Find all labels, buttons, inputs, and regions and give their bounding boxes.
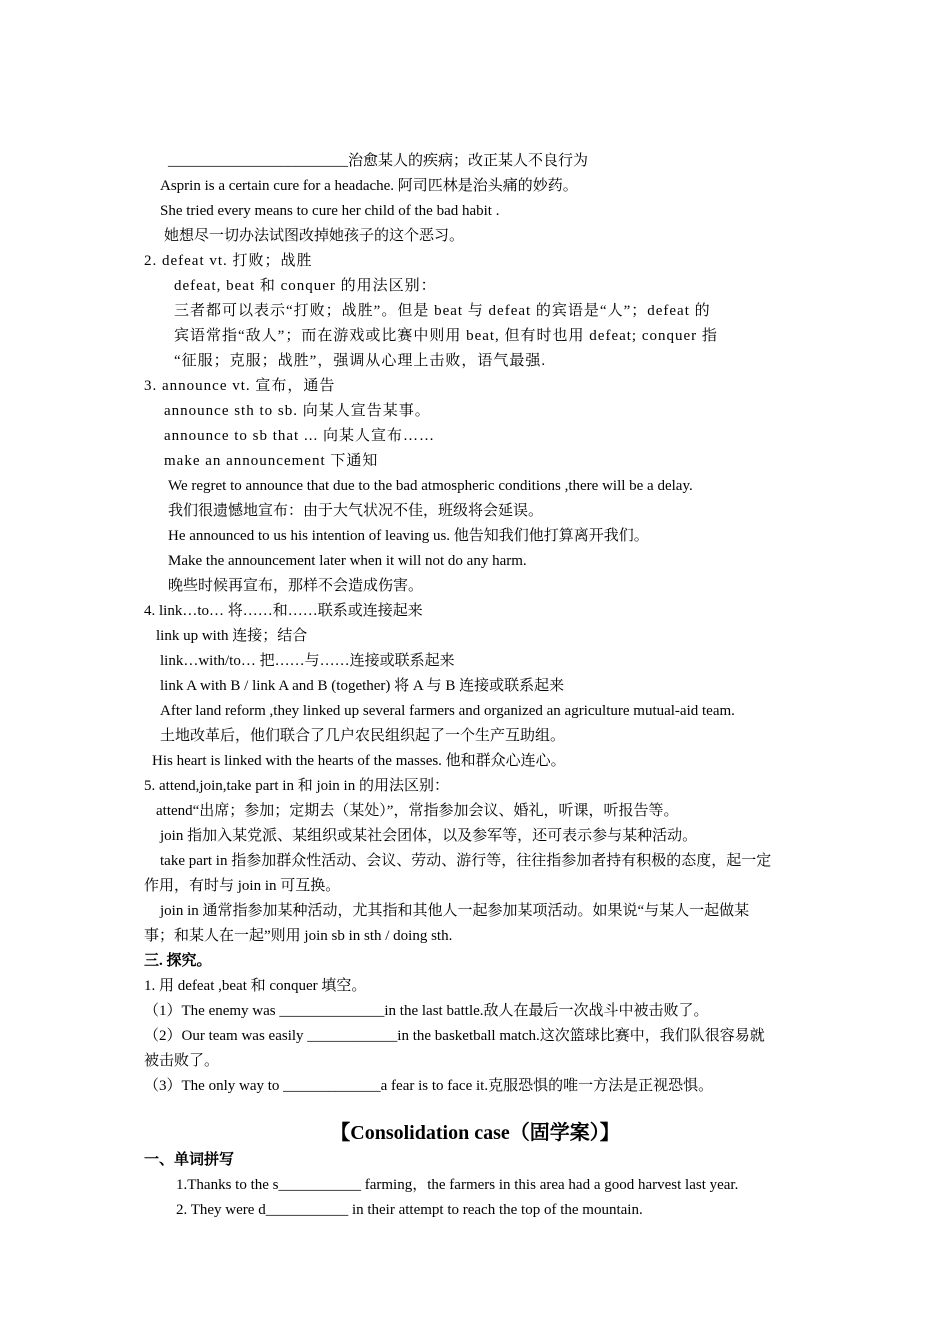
text-line-take-part-explain-1: take part in 指参加群众性活动、会议、劳动、游行等，往往指参加者持有积极的态度，起一定 [160,853,772,869]
text-line-defeat-explain-2: 宾语常指“敌人”；而在游戏或比赛中则用 beat, 但有时也用 defeat; conquer 指 [174,328,718,344]
text-line-asprin-example: Asprin is a certain cure for a headache. 阿司匹林是治头痛的妙药。 [160,178,578,194]
text-line-announce-example-2: He announced to us his intention of leaving us. 他告知我们他打算离开我们。 [168,528,649,544]
text-line-defeat-explain-1: 三者都可以表示“打败；战胜”。但是 beat 与 defeat 的宾语是“人”；defeat 的 [174,303,711,319]
text-line-take-part-explain-2: 作用，有时与 join in 可互换。 [144,878,341,894]
consolidation-case-title: 【Consolidation case（固学案）】 [330,1122,620,1144]
text-line-link-phrase-3: link A with B / link A and B (together) 将 A 与 B 连接或联系起来 [160,678,565,694]
text-line-link-translation-1: 土地改革后，他们联合了几户农民组织起了一个生产互助组。 [160,728,566,744]
exercise-item-2: （2）Our team was easily ____________in the basketball match.这次篮球比赛中，我们队很容易就 [144,1028,765,1044]
spelling-item-2: 2. They were d___________ in their attempt to reach the top of the mountain. [176,1202,643,1218]
text-line-join-in-explain-1: join in 通常指参加某种活动，尤其指和其他人一起参加某项活动。如果说“与某人一起做某 [160,903,750,919]
spelling-item-1: 1.Thanks to the s___________ farming，the farmers in this area had a good harvest last year. [176,1177,739,1193]
text-line-link-phrase-2: link…with/to… 把……与……连接或联系起来 [160,653,455,669]
exercise-item-3: （3）The only way to _____________a fear is to face it.克服恐惧的唯一方法是正视恐惧。 [144,1078,714,1094]
text-line-link-phrase-1: link up with 连接；结合 [156,628,308,644]
text-line-join-explain: join 指加入某党派、某组织或某社会团体，以及参军等，还可表示参与某种活动。 [160,828,698,844]
section-heading-link: 4. link…to… 将……和……联系或连接起来 [144,603,423,619]
text-line-defeat-explain-3: “征服；克服；战胜”，强调从心理上击败，语气最强. [174,353,547,369]
text-line-join-in-explain-2: 事；和某人在一起”则用 join sb in sth / doing sth. [144,928,453,944]
section-heading-explore: 三. 探究。 [144,953,212,969]
section-heading-defeat: 2. defeat vt. 打败；战胜 [144,253,313,269]
text-line-announce-example-3: Make the announcement later when it will not do any harm. [168,553,527,569]
text-line-defeat-usage: defeat, beat 和 conquer 的用法区别： [174,278,437,294]
section-heading-spelling: 一、单词拼写 [144,1152,235,1168]
exercise-item-1: （1）The enemy was ______________in the last battle.敌人在最后一次战斗中被击败了。 [144,1003,709,1019]
section-heading-announce: 3. announce vt. 宣布，通告 [144,378,336,394]
text-line-announce-translation-1: 我们很遗憾地宣布：由于大气状况不佳，班级将会延误。 [168,503,544,519]
text-line-attend-explain: attend“出席；参加；定期去（某处）”，常指参加会议、婚礼，听课，听报告等。 [156,803,679,819]
text-line-link-example-1: After land reform ,they linked up several farmers and organized an agriculture mutual-aid team. [160,703,735,719]
text-line-cure-habit-example: She tried every means to cure her child of the bad habit . [160,203,500,219]
text-line-link-example-2: His heart is linked with the hearts of the masses. 他和群众心连心。 [152,753,566,769]
section-heading-attend-join: 5. attend,join,take part in 和 join in 的用法区别： [144,778,449,794]
exercise-item-2-continued: 被击败了。 [144,1053,220,1069]
text-line-cure-definition: ________________________治愈某人的疾病；改正某人不良行为 [168,153,589,169]
text-line-cure-habit-translation: 她想尽一切办法试图改掉她孩子的这个恶习。 [164,228,465,244]
exercise-instruction: 1. 用 defeat ,beat 和 conquer 填空。 [144,978,367,994]
text-line-announce-phrase-2: announce to sb that ... 向某人宣布…… [164,428,435,444]
text-line-announce-phrase-3: make an announcement 下通知 [164,453,379,469]
text-line-announce-phrase-1: announce sth to sb. 向某人宣告某事。 [164,403,431,419]
text-line-announce-translation-3: 晚些时候再宣布，那样不会造成伤害。 [168,578,424,594]
text-line-announce-example-1: We regret to announce that due to the bad atmospheric conditions ,there will be a delay. [168,478,693,494]
